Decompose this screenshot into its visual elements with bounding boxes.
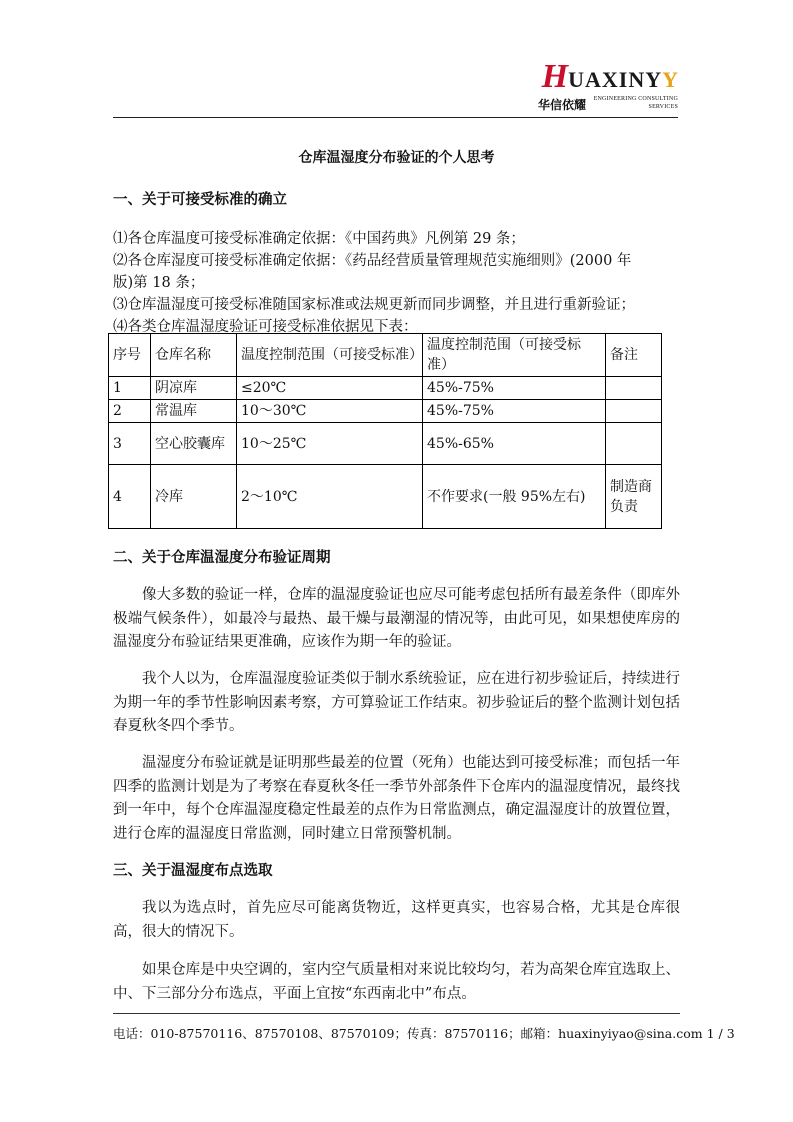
contact-info: 电话：010-87570116、87570108、87570109；传真：87570116；邮箱：huaxinyiyao@sina.com (113, 1026, 703, 1041)
list-item: ⑵各仓库湿度可接受标准确定依据：《药品经营质量管理规范实施细则》(2000 年 (113, 253, 632, 269)
table-cell: 常温库 (151, 400, 237, 423)
table-row (109, 377, 662, 400)
table-cell: 10～30℃ (237, 400, 423, 423)
table-header-cell: 仓库名称 (151, 334, 237, 377)
table-cell (606, 400, 662, 423)
table-cell (606, 423, 662, 465)
section-1-heading: 一、关于可接受标准的确立 (113, 192, 287, 208)
section-3-heading: 三、关于温湿度布点选取 (113, 863, 273, 879)
document-title: 仓库温湿度分布验证的个人思考 (298, 150, 495, 166)
table-cell: 4 (109, 465, 151, 529)
table-cell: 2～10℃ (237, 465, 423, 529)
table-header-cell: 备注 (606, 334, 662, 377)
table-cell: 10～25℃ (237, 423, 423, 465)
paragraph: 温湿度分布验证就是证明那些最差的位置（死角）也能达到可接受标准；而包括一年四季的监测计划是为了考察在春夏秋冬任一季节外部条件下仓库内的温湿度情况，最终找到一年中，每个仓库温湿度稳定性最差的点作为日常监测点，确定温湿度计的放置位置，进行仓库的温湿度日常监测，同时建立日常预警机制。 (113, 755, 680, 842)
table-row (109, 423, 662, 465)
header-rule (113, 117, 678, 118)
table-cell: 1 (109, 377, 151, 400)
logo-tagline: ENGINEERING CONSULTING SERVICES (593, 96, 678, 110)
table-cell: 不作要求(一般 95%左右) (423, 465, 606, 529)
paragraph: 如果仓库是中央空调的，室内空气质量相对来说比较均匀，若为高架仓库宜选取上、中、下三部分分布选点，平面上宜按“东西南北中”布点。 (113, 962, 680, 1002)
table-header-cell: 温度控制范围（可接受标准） (237, 334, 423, 377)
table-header-row (109, 334, 662, 377)
logo-wordmark: HUAXINYY (541, 58, 678, 95)
logo-chinese-name: 华信依耀 (538, 98, 587, 112)
company-logo (518, 58, 678, 112)
table-cell: 制造商负责 (606, 465, 662, 529)
table-cell: 2 (109, 400, 151, 423)
page-number: 1 / 3 (706, 1026, 735, 1041)
table-row (109, 400, 662, 423)
table-cell: ≤20℃ (237, 377, 423, 400)
list-item: ⑶仓库温湿度可接受标准随国家标准或法规更新而同步调整，并且进行重新验证； (113, 297, 635, 313)
table-cell: 45%-65% (423, 423, 606, 465)
table-cell: 3 (109, 423, 151, 465)
table-cell: 45%-75% (423, 377, 606, 400)
paragraph: 像大多数的验证一样，仓库的温湿度验证也应尽可能考虑包括所有最差条件（即库外极端气候条件），如最冷与最热、最干燥与最潮湿的情况等，由此可见，如果想使库房的温湿度分布验证结果更准确，应该作为期一年的验证。 (113, 587, 680, 650)
list-item: ⑴各仓库温度可接受标准确定依据：《中国药典》凡例第 29 条； (113, 231, 525, 247)
section-1-list (113, 228, 680, 338)
table-row (109, 465, 662, 529)
table-cell: 阴凉库 (151, 377, 237, 400)
table-cell (606, 377, 662, 400)
table-header-cell: 序号 (109, 334, 151, 377)
paragraph: 我个人以为，仓库温湿度验证类似于制水系统验证，应在进行初步验证后，持续进行为期一年的季节性影响因素考察，方可算验证工作结束。初步验证后的整个监测计划包括春夏秋冬四个季节。 (113, 671, 680, 734)
paragraph: 我以为选点时，首先应尽可能离货物近，这样更真实，也容易合格，尤其是仓库很高，很大的情况下。 (113, 900, 680, 940)
list-item: ⑷各类仓库温湿度验证可接受标准依据见下表： (113, 319, 418, 335)
table-cell: 冷库 (151, 465, 237, 529)
table-cell: 45%-75% (423, 400, 606, 423)
page-footer (113, 1024, 735, 1042)
table-cell: 空心胶囊库 (151, 423, 237, 465)
section-2-heading: 二、关于仓库温湿度分布验证周期 (113, 550, 331, 566)
table-header-cell: 温度控制范围（可接受标准） (423, 334, 606, 377)
acceptance-standard-table (108, 333, 662, 529)
footer-rule (113, 1013, 680, 1014)
list-item: 版)第 18 条； (113, 275, 205, 291)
